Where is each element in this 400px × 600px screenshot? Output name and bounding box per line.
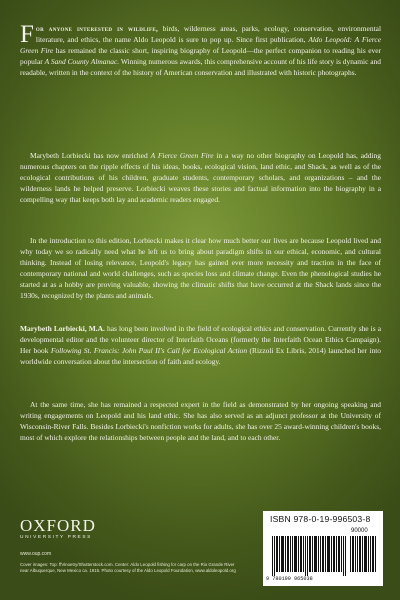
text-run: Winning numerous awards, this comprehensive account of his life story is dynamic and readable, written in the context of the history of American conservation and illustrated with historic photographs. bbox=[20, 56, 381, 77]
price-code: 90000 bbox=[351, 528, 368, 534]
book-title: Aldo Leopold: A Fierce Green Fire bbox=[20, 34, 381, 55]
text-run: birds, wilderness areas, parks, ecology, conservation, environmental literature, and ethics, the name Aldo Leopold is sure to pop up. Since first publication, bbox=[35, 24, 382, 44]
text-run: Marybeth Lorbiecki has now enriched bbox=[30, 151, 151, 160]
publisher-url: www.oup.com bbox=[20, 551, 52, 557]
text-run: (Rizzoli Ex Libris, 2014) launched her into worldwide conversation about the intersection of faith and ecology. bbox=[20, 345, 381, 366]
blurb-paragraph-2 bbox=[20, 151, 381, 206]
blurb-paragraph-1 bbox=[20, 21, 382, 79]
blurb-paragraph-3: In the introduction to this edition, Lorbiecki makes it clear how much better our lives are because Leopold lived and why today we so radically need what he left us to bring about paradigm shifts in our ethical, economic, and cultural thinking. Instead of losing relevance, Leopold's legacy has gained ever more necessity and traction in the face of contemporary national and world challenges, such as species loss and climate change. Even the phenological studies he started at as a hobby are proving valuable, showing the climatic shifts that have occurred at the Shack lands since the 1930s, recognized by the plants and animals. bbox=[20, 236, 381, 300]
isbn-text: ISBN 978-0-19-996503-8 bbox=[270, 514, 371, 524]
oxford-logo bbox=[20, 516, 96, 540]
price-barcode-bars bbox=[350, 536, 377, 572]
author-bio-paragraph-2: At the same time, she has remained a respected expert in the field as demonstrated by her ongoing speaking and writing engagements on Leopold and his land ethic. She has also served as an adjunct professor at the University of Wisconsin-River Falls. Besides Lorbiecki's nonfiction works for adults, she has over 25 award-winning children's books, most of which explore the relationships between people and the land, and to each other. bbox=[20, 400, 381, 442]
barcode-box bbox=[263, 511, 383, 586]
text-run: has long been involved in the field of ecological ethics and conservation. Currently she is a developmental editor and the volunteer director of Interfaith Oceans (formerly the Interfaith Ocean Ethics Campaign). Her book bbox=[20, 324, 381, 355]
text-run: in a way no other biography on Leopold has, adding numerous chapters on the ripple effects of his ideas, books, ecological vision, land ethic, and Shack, as well as of the ecological contributions of his children, graduate students, contemporary scholars, and organizations – and the wilderness lands he helped preserve. Lorbiecki weaves these stories and factual information into the biography in a compelling way that keeps both lay and academic readers engaged. bbox=[20, 151, 381, 204]
book-title: A Sand County Almanac. bbox=[44, 56, 120, 66]
author-bio-paragraph-1 bbox=[20, 324, 381, 368]
logo-main-text: OXFORD bbox=[20, 516, 96, 535]
barcode-digits: 9 780199 965038 bbox=[266, 576, 313, 582]
lead-in: or anyone interested in wildlife, bbox=[35, 24, 159, 33]
author-name: Marybeth Lorbiecki, M.A. bbox=[20, 324, 105, 333]
drop-cap: F bbox=[20, 21, 34, 48]
cover-credits: Cover images: Top: ffVinoetry/Shutterstock.com. Center: Aldo Leopold fishing for carp on the Rio Grande River near Albuquerque, New Mexico ca. 1915. Photo courtesy of the Aldo Leopold Foundation, www.aldoleopold.org bbox=[20, 562, 236, 574]
book-title: Following St. Francis: John Paul II's Call for Ecological Action bbox=[50, 345, 248, 355]
barcode-bars bbox=[272, 536, 346, 576]
logo-sub-text: UNIVERSITY PRESS bbox=[20, 535, 92, 540]
text-run: has remained the classic short, inspiring biography of Leopold—the perfect companion to reading his ever popular bbox=[20, 45, 381, 66]
book-title: A Fierce Green Fire bbox=[150, 151, 214, 160]
